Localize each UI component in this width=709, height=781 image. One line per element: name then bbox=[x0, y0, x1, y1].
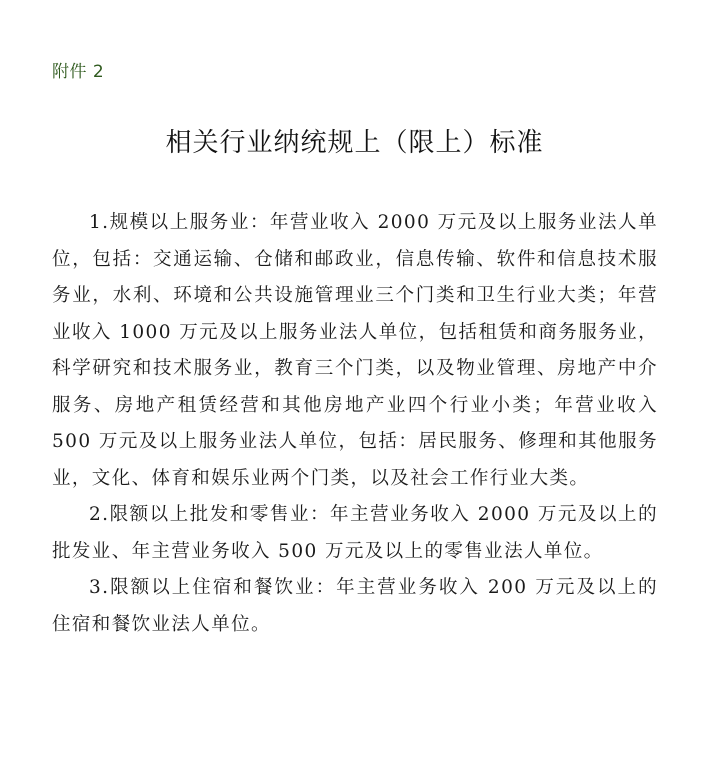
attachment-label: 附件 2 bbox=[52, 62, 105, 82]
paragraph-wholesale-retail: 2.限额以上批发和零售业：年主营业务收入 2000 万元及以上的批发业、年主营业务收入 500 万元及以上的零售业法人单位。 bbox=[52, 504, 658, 562]
document-title: 相关行业纳统规上（限上）标准 bbox=[165, 128, 544, 158]
paragraph-accommodation-catering: 3.限额以上住宿和餐饮业：年主营业务收入 200 万元及以上的住宿和餐饮业法人单位。 bbox=[52, 577, 658, 635]
document-body bbox=[52, 205, 658, 643]
paragraph-services: 1.规模以上服务业：年营业收入 2000 万元及以上服务业法人单位，包括：交通运输、仓储和邮政业，信息传输、软件和信息技术服务业，水利、环境和公共设施管理业三个门类和卫生行业大类；年营业收入 1000 万元及以上服务业法人单位，包括租赁和商务服务业，科学研究和技术服务业，教育三个门类，以及物业管理、房地产中介服务、房地产租赁经营和其他房地产业四个行业小类；年营业收入 500 万元及以上服务业法人单位，包括：居民服务、修理和其他服务业，文化、体育和娱乐业两个门类，以及社会工作行业大类。 bbox=[52, 212, 658, 489]
